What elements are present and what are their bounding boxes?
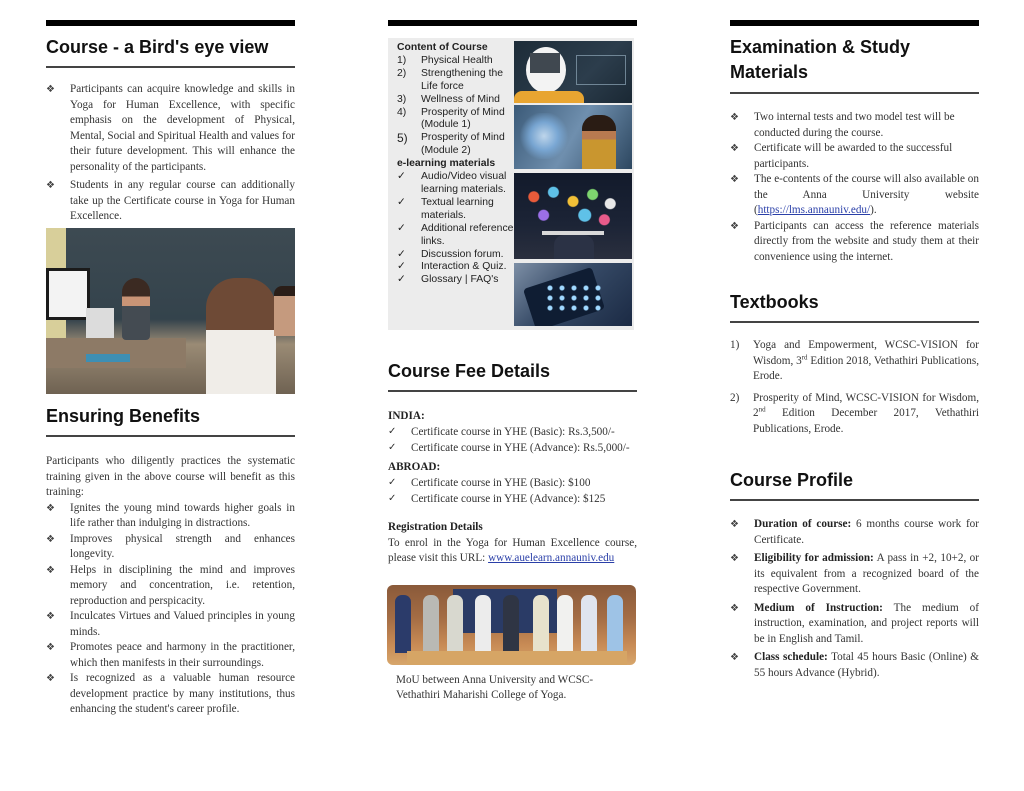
section-rule	[730, 92, 979, 94]
content-title: Content of Course	[397, 42, 488, 53]
app-icons-tablet-image	[514, 173, 632, 259]
birdseye-list	[46, 82, 295, 225]
textbook-item: 1) Yoga and Empowerment, WCSC-VISION for Wisdom, 3rd Edition 2018, Vethathiri Publications, Erode.	[730, 339, 979, 382]
column-3	[730, 20, 979, 265]
content-item: 1) Physical Health	[397, 54, 493, 66]
diamond-bullet-icon: ❖	[730, 220, 739, 232]
column-2	[388, 20, 637, 26]
list-item: ❖ Participants can access the reference materials directly from the website and study them at their convenience using the internet.	[730, 219, 979, 263]
textbooks-list	[730, 338, 979, 437]
section-rule	[730, 321, 979, 323]
content-item: 4) Prosperity of Mind (Module 1)	[397, 106, 505, 131]
textbook-item: 2) Prosperity of Mind, WCSC-VISION for Wisdom, 2nd Edition December 2017, Vethathiri Publications, Erode.	[730, 391, 979, 435]
virtual-screens-image	[514, 105, 632, 169]
diamond-bullet-icon: ❖	[46, 533, 55, 545]
lms-link[interactable]: https://lms.annauniv.edu/	[757, 204, 871, 216]
digital-tablet-image	[514, 263, 632, 326]
check-icon: ✓	[388, 477, 397, 488]
list-item: ❖ Participants can acquire knowledge and skills in Yoga for Human Excellence, with specific emphasis on the development of Physical, Mental, Social and Spiritual Health and values for their future development. This will enhance the personality of the participants.	[46, 83, 295, 173]
diamond-bullet-icon: ❖	[46, 180, 55, 191]
section-rule	[46, 66, 295, 68]
section-rule	[730, 499, 979, 501]
mou-signing-photo	[387, 585, 636, 665]
elearning-item: ✓ Additional reference links.	[397, 222, 514, 247]
diamond-bullet-icon: ❖	[46, 84, 55, 95]
benefits-section	[46, 404, 295, 718]
diamond-bullet-icon: ❖	[46, 564, 55, 576]
list-item: ❖ Improves physical strength and enhances longevity.	[46, 532, 295, 560]
content-item: 3) Wellness of Mind	[397, 93, 500, 105]
fee-item: ✓ Certificate course in YHE (Basic): $100	[388, 477, 591, 489]
registration-text: To enrol in the Yoga for Human Excellence course, please visit this URL: www.auelearn.annauniv.edu	[388, 536, 637, 564]
registration-title: Registration Details	[388, 521, 483, 533]
classroom-photo	[46, 228, 295, 394]
top-bar	[730, 20, 979, 26]
list-item: ❖ Helps in disciplining the mind and improves memory and concentration, i.e. retention, reproduction and perspicacity.	[46, 563, 295, 607]
content-item: 5) Prosperity of Mind (Module 2)	[397, 131, 505, 157]
elearning-item: ✓ Textual learning materials.	[397, 196, 494, 221]
diamond-bullet-icon: ❖	[730, 519, 739, 530]
check-icon: ✓	[397, 274, 406, 286]
list-item: ❖ Eligibility for admission: A pass in +2, 10+2, or its equivalent from a recognized board of the respective Government.	[730, 552, 979, 595]
fee-section	[388, 359, 637, 567]
section-title-fees: Course Fee Details	[388, 361, 551, 381]
exam-list	[730, 110, 979, 265]
fee-item: ✓ Certificate course in YHE (Advance): $125	[388, 493, 606, 505]
section-title-exam: Examination & Study Materials	[730, 37, 911, 82]
diamond-bullet-icon: ❖	[730, 112, 739, 123]
list-item: ❖ Duration of course: 6 months course work for Certificate.	[730, 518, 980, 546]
section-title-profile: Course Profile	[730, 470, 854, 490]
benefits-intro: Participants who diligently practices the systematic training given in the above course will benefit as this training:	[46, 455, 295, 498]
list-item: ❖ The e-contents of the course will also available on the Anna University website (https://lms.annauniv.edu/).	[730, 173, 979, 216]
column-1	[46, 20, 295, 225]
diamond-bullet-icon: ❖	[46, 673, 55, 684]
elearning-item: ✓ Audio/Video visual learning materials.	[397, 171, 507, 195]
check-icon: ✓	[397, 248, 406, 260]
elearning-title: e-learning materials	[397, 158, 496, 170]
india-fee-list	[388, 424, 637, 456]
content-item: 2) Strengthening the Life force	[397, 67, 504, 92]
check-icon: ✓	[397, 196, 406, 208]
top-bar	[46, 20, 295, 26]
check-icon: ✓	[388, 426, 397, 437]
diamond-bullet-icon: ❖	[730, 553, 739, 564]
textbooks-section	[730, 290, 979, 437]
list-item: ❖ Class schedule: Total 45 hours Basic (Online) & 55 hours Advance (Hybrid).	[730, 651, 979, 679]
diamond-bullet-icon: ❖	[730, 174, 739, 185]
list-item: ❖ Is recognized as a valuable human resource development practice by many institutions, thus enhancing the student's career profile.	[46, 672, 295, 715]
section-rule	[388, 390, 637, 392]
check-icon: ✓	[388, 442, 397, 453]
fee-item: ✓ Certificate course in YHE (Basic): Rs.3,500/-	[388, 426, 615, 438]
section-title-textbooks: Textbooks	[730, 292, 819, 312]
check-icon: ✓	[388, 493, 397, 504]
benefits-list	[46, 501, 295, 718]
check-icon: ✓	[397, 171, 406, 183]
abroad-fee-list	[388, 475, 637, 507]
list-item: ❖ Students in any regular course can additionally take up the Certificate course in Yoga for Human Excellence.	[46, 179, 295, 222]
list-item: ❖ Ignites the young mind towards higher goals in life rather than indulging in distractions.	[46, 501, 295, 529]
list-item: ❖ Inculcates Virtues and Valued principles in young minds.	[46, 610, 295, 638]
diamond-bullet-icon: ❖	[730, 652, 739, 663]
diamond-bullet-icon: ❖	[730, 143, 739, 154]
list-item: ❖ Medium of Instruction: The medium of instruction, examination, and project reports will be in English and Tamil.	[730, 601, 979, 645]
abroad-label: ABROAD:	[388, 461, 441, 473]
course-content-text	[397, 42, 515, 287]
content-list	[397, 55, 515, 158]
check-icon: ✓	[397, 261, 406, 273]
diamond-bullet-icon: ❖	[46, 502, 55, 514]
india-label: INDIA:	[388, 410, 425, 422]
elearning-item: ✓ Interaction & Quiz.	[397, 261, 507, 273]
elearning-list	[397, 171, 515, 287]
fee-item: ✓ Certificate course in YHE (Advance): Rs.5,000/-	[388, 442, 630, 454]
list-item: ❖ Two internal tests and two model test will be conducted during the course.	[730, 111, 955, 139]
list-item: ❖ Certificate will be awarded to the successful participants.	[730, 142, 953, 170]
check-icon: ✓	[397, 222, 406, 234]
diamond-bullet-icon: ❖	[46, 611, 55, 622]
elearning-laptop-image	[514, 41, 632, 103]
registration-link[interactable]: www.auelearn.annauniv.edu	[488, 552, 615, 564]
list-item: ❖ Promotes peace and harmony in the practitioner, which then manifests in their surroundings.	[46, 641, 295, 669]
course-content-box	[388, 38, 634, 330]
elearning-item: ✓ Glossary | FAQ's	[397, 274, 499, 286]
diamond-bullet-icon: ❖	[730, 602, 739, 614]
section-title-birdseye: Course - a Bird's eye view	[46, 37, 269, 57]
profile-list	[730, 517, 979, 681]
diamond-bullet-icon: ❖	[46, 642, 55, 653]
mou-caption: MoU between Anna University and WCSC-Vethathiri Maharishi College of Yoga.	[396, 674, 594, 701]
section-rule	[46, 435, 295, 437]
top-bar	[388, 20, 637, 26]
profile-section	[730, 468, 979, 681]
section-title-benefits: Ensuring Benefits	[46, 406, 201, 426]
elearning-item: ✓ Discussion forum.	[397, 248, 504, 260]
